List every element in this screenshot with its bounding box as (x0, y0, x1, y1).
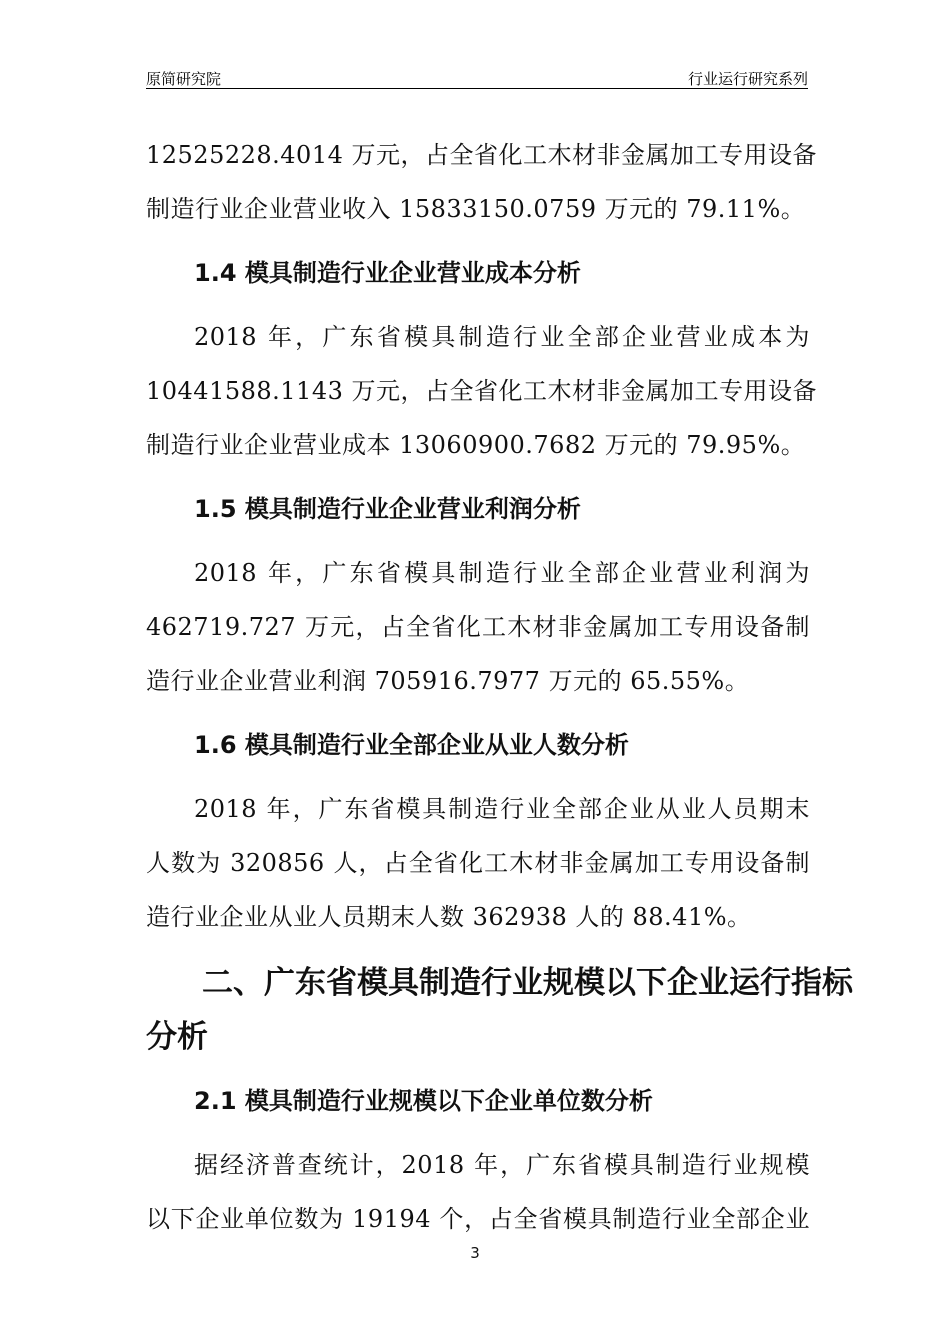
text-line: 10441588.1143 万元，占全省化工木材非金属加工专用设备 (146, 377, 817, 405)
header-publisher: 原简研究院 (146, 70, 222, 88)
text-line: 2018 年，广东省模具制造行业全部企业从业人员期末 (194, 795, 810, 823)
section-heading-1-6: 1.6 模具制造行业全部企业从业人数分析 (194, 731, 629, 759)
header-series-title: 行业运行研究系列 (687, 70, 808, 88)
text-line: 造行业企业营业利润 705916.7977 万元的 65.55%。 (146, 667, 750, 695)
chapter-heading-line: 二、广东省模具制造行业规模以下企业运行指标 (202, 965, 853, 1001)
section-heading-1-4: 1.4 模具制造行业企业营业成本分析 (194, 259, 581, 287)
text-line: 462719.727 万元，占全省化工木材非金属加工专用设备制 (146, 613, 810, 641)
paragraph-unit-count (146, 1138, 810, 1246)
section-heading-1-5: 1.5 模具制造行业企业营业利润分析 (194, 495, 581, 523)
text-line: 2018 年，广东省模具制造行业全部企业营业利润为 (194, 559, 810, 587)
text-line: 2018 年，广东省模具制造行业全部企业营业成本为 (194, 323, 810, 351)
page-header (146, 66, 808, 89)
text-line: 造行业企业从业人员期末人数 362938 人的 88.41%。 (146, 903, 752, 931)
paragraph-employees (146, 782, 810, 944)
paragraph-operating-profit (146, 546, 810, 708)
chapter-heading-2 (146, 956, 853, 1064)
text-line: 以下企业单位数为 19194 个，占全省模具制造行业全部企业 (146, 1205, 810, 1233)
paragraph-revenue-continued (146, 128, 817, 236)
page-number: 3 (470, 1244, 480, 1262)
text-line: 人数为 320856 人，占全省化工木材非金属加工专用设备制 (146, 849, 810, 877)
text-line: 据经济普查统计，2018 年，广东省模具制造行业规模 (194, 1151, 810, 1179)
page-content (146, 128, 853, 1246)
paragraph-operating-cost (146, 310, 817, 472)
chapter-heading-line: 分析 (146, 1019, 208, 1055)
text-line: 制造行业企业营业成本 13060900.7682 万元的 79.95%。 (146, 431, 806, 459)
text-line: 12525228.4014 万元，占全省化工木材非金属加工专用设备 (146, 141, 817, 169)
section-heading-2-1: 2.1 模具制造行业规模以下企业单位数分析 (194, 1087, 653, 1115)
text-line: 制造行业企业营业收入 15833150.0759 万元的 79.11%。 (146, 195, 806, 223)
